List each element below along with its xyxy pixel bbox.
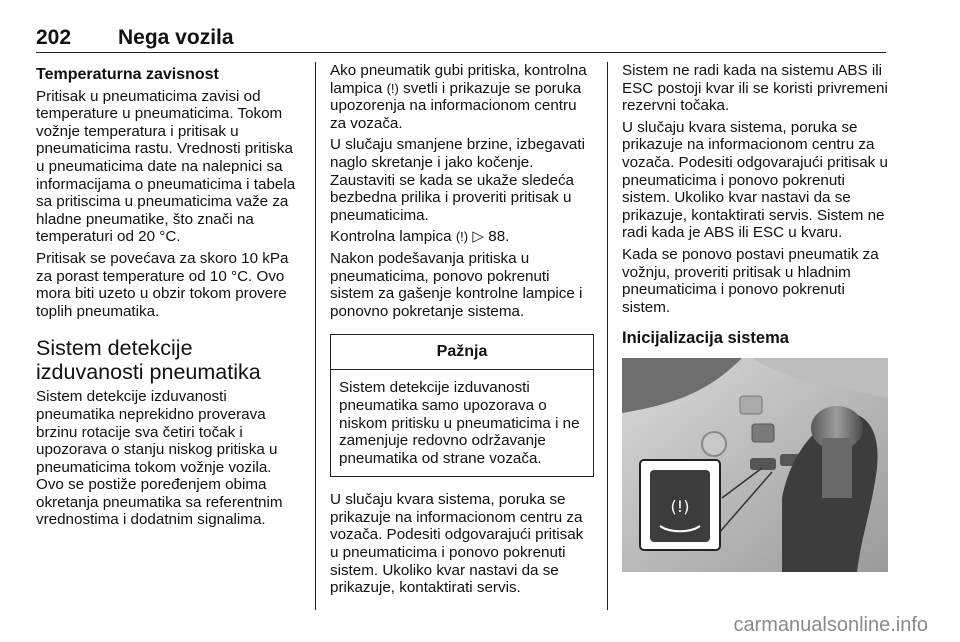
paragraph: Nakon podešavanja pritiska u pneumaticima, ponovo pokrenuti sistem za gašenje kontrolne lampice i ponovno pokretanje sistema. xyxy=(330,249,583,320)
paragraph: Kontrolna lampica (!) ▷ 88. xyxy=(330,228,510,246)
paragraph: Pritisak u pneumaticima zavisi od temperature u pneumaticima. Tokom vožnje temperatura i pritisak u pneumaticima rastu. Vrednosti pritiska u pneumaticima date na nalepnici sa informacijama o pneumaticima i tabela sa pritiscima u pneumaticima važe za hladne pneumatike, što znači na temperaturi od 20 °C. xyxy=(36,87,296,246)
watermark: carmanualsonline.info xyxy=(733,614,928,636)
console-illustration xyxy=(622,358,888,572)
chapter-title: Nega vozila xyxy=(118,26,234,49)
svg-text:(!): (!) xyxy=(670,496,690,516)
reference-arrow-icon: ▷ xyxy=(472,228,485,246)
page-header xyxy=(36,26,886,53)
caution-box xyxy=(330,334,594,477)
column-divider xyxy=(315,62,316,610)
paragraph: U slučaju kvara sistema, poruka se prikazuje na informacionom centru za vozača. Podesiti odgovarajući pritisak u pneumaticima i ponovo pokrenuti sistem. Ukoliko kvar nastavi da se prikazuje, kontaktirati servis. xyxy=(330,491,584,597)
paragraph: Pritisak se povećava za skoro 10 kPa za porast temperature od 10 °C. Ovo mora biti uzeto u obzir tokom provere toplih pneumatika. xyxy=(36,249,289,320)
tire-pressure-warning-icon: (!) xyxy=(386,80,399,96)
page-number: 202 xyxy=(36,26,72,49)
column-right xyxy=(622,62,888,572)
column-middle xyxy=(330,62,594,601)
caution-title: Pažnja xyxy=(331,335,593,370)
paragraph: Sistem detekcije izduvanosti pneumatika neprekidno proverava brzinu rotacije sva četiri točak i upozorava o stanju niskog pritiska u pneumaticima tokom vožnje vozila. Ovo se postiže poređenjem obima okretanja pneumatika sa referentnim vrednostima i dodatnim signalima. xyxy=(36,388,283,529)
column-left xyxy=(36,62,302,533)
column-divider xyxy=(607,62,608,610)
paragraph: Ako pneumatik gubi pritiska, kontrolna lampica (!) svetli i prikazuje se poruka upozorenja na informacionom centru za vozača. xyxy=(330,62,587,132)
paragraph: U slučaju smanjene brzine, izbegavati naglo skretanje i jako kočenje. Zaustaviti se kada se ukaže sledeća bezbedna prilika i proveriti pritisak u pneumaticima. xyxy=(330,136,585,224)
paragraph: U slučaju kvara sistema, poruka se prikazuje na informacionom centru za vozača. Podesiti odgovarajući pritisak u pneumaticima i ponovo pokrenuti sistem. Ukoliko kvar nastavi da se prikazuje, kontaktirati servis. Sistem ne radi kada je ABS ili ESC u kvaru. xyxy=(622,118,888,242)
section-heading: Inicijalizacija sistema xyxy=(622,329,789,348)
section-title: Sistem detekcije izduvanosti pneumatika xyxy=(36,336,261,385)
caution-text: Sistem detekcije izduvanosti pneumatika samo upozorava o niskom pritisku u pneumaticima i ne zamenjuje redovno održavanje pneumatika od strane vozača. xyxy=(339,379,580,467)
tire-pressure-warning-icon: (!) xyxy=(455,229,469,245)
paragraph: Sistem ne radi kada na sistemu ABS ili ESC postoji kvar ili se koristi privremeni rezervni točaka. xyxy=(622,62,888,115)
section-heading: Temperaturna zavisnost xyxy=(36,66,219,83)
paragraph: Kada se ponovo postavi pneumatik za vožnju, proveriti pritisak u hladnim pneumaticima i ponovo pokrenuti sistem. xyxy=(622,245,879,316)
